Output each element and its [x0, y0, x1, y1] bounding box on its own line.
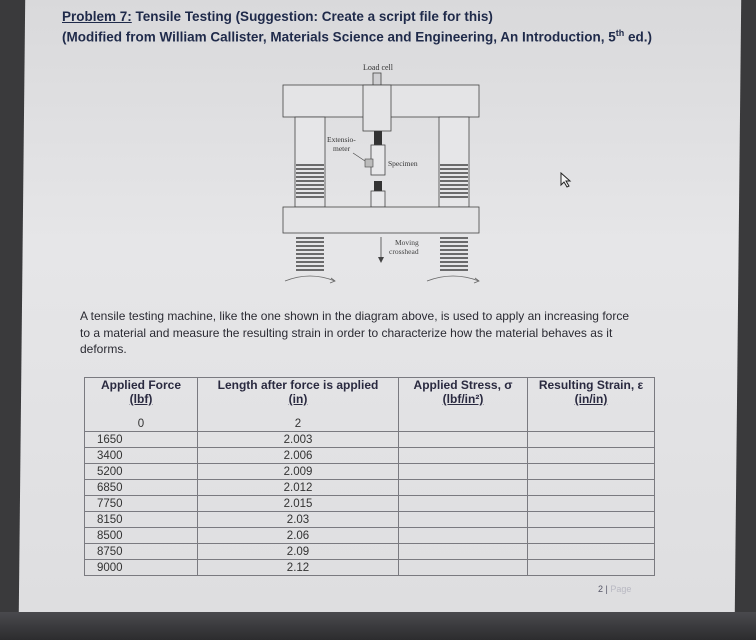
edition-superscript: th: [615, 28, 625, 38]
cell-force: 6850: [85, 480, 198, 496]
cell-length: 2.12: [198, 560, 399, 576]
cell-force: 9000: [85, 560, 198, 576]
header-unit: (lbf/in²): [442, 392, 484, 406]
cell-strain[interactable]: [528, 528, 655, 544]
header-applied-stress: [399, 378, 528, 417]
description-paragraph: A tensile testing machine, like the one shown in the diagram above, is used to apply an increasing force to a material and measure the resulting strain in order to characterize how the material behaves as it deforms.: [80, 309, 629, 356]
cell-stress[interactable]: [399, 464, 528, 480]
tensile-machine-diagram: [255, 55, 500, 295]
cell-length: 2.006: [198, 448, 399, 464]
cell-length: 2.015: [198, 496, 399, 512]
page-shadow: [0, 612, 756, 640]
cell-stress[interactable]: [399, 560, 528, 576]
cell-strain[interactable]: [528, 448, 655, 464]
cell-force: 8150: [85, 512, 198, 528]
page-word: Page: [610, 584, 632, 594]
header-unit: (in): [288, 392, 308, 406]
table-row: [85, 448, 655, 464]
cell-length: 2.03: [198, 512, 399, 528]
extensometer-label-1: Extensio-: [327, 135, 356, 144]
header-length: [198, 378, 399, 417]
table-header-row: [85, 378, 655, 417]
cell-stress[interactable]: [399, 496, 528, 512]
left-screw-lower: [296, 238, 324, 270]
page-number-value: 2 |: [598, 584, 608, 594]
header-unit: (in/in): [574, 392, 608, 406]
right-screw-lower: [440, 238, 468, 270]
cell-strain[interactable]: [528, 480, 655, 496]
cell-force: 7750: [85, 496, 198, 512]
moving-crosshead-label-1: Moving: [395, 238, 419, 247]
cell-length: 2.003: [198, 432, 399, 448]
cell-force: 8500: [85, 528, 198, 544]
header-label: Length after force is applied: [217, 378, 379, 392]
cell-stress[interactable]: [399, 448, 528, 464]
mouse-pointer-icon: [560, 172, 574, 188]
cell-length: 2: [198, 416, 399, 432]
cell-stress[interactable]: [399, 528, 528, 544]
table-row: [85, 416, 655, 432]
cell-strain[interactable]: [528, 416, 655, 432]
cell-force: 8750: [85, 544, 198, 560]
header-label: Applied Force: [100, 378, 181, 392]
cell-length: 2.009: [198, 464, 399, 480]
load-cell-label: Load cell: [363, 63, 393, 72]
table-row: [85, 464, 655, 480]
specimen-label: Specimen: [388, 159, 418, 168]
page-number: [598, 584, 631, 594]
table-row: [85, 432, 655, 448]
cell-strain[interactable]: [528, 560, 655, 576]
problem-heading: Tensile Testing (Suggestion: Create a script file for this): [135, 9, 493, 24]
extensometer-label-2: meter: [333, 144, 351, 153]
cell-length: 2.06: [198, 528, 399, 544]
moving-crosshead-label-2: crosshead: [389, 247, 419, 256]
source-citation-end: ed.): [624, 29, 652, 45]
cell-stress[interactable]: [399, 416, 528, 432]
cell-length: 2.012: [198, 480, 399, 496]
table-row: [85, 480, 655, 496]
cell-force: 0: [85, 416, 198, 432]
cell-strain[interactable]: [528, 496, 655, 512]
header-unit: (lbf): [129, 392, 153, 406]
table-row: [85, 560, 655, 576]
cell-length: 2.09: [198, 544, 399, 560]
header-label: Applied Stress, σ: [413, 378, 513, 392]
cell-strain[interactable]: [528, 512, 655, 528]
problem-title: [62, 8, 702, 46]
header-applied-force: [85, 378, 198, 417]
table-row: [85, 512, 655, 528]
cell-force: 5200: [85, 464, 198, 480]
cell-strain[interactable]: [528, 464, 655, 480]
cell-strain[interactable]: [528, 544, 655, 560]
table-row: [85, 528, 655, 544]
header-label: Resulting Strain, ε: [538, 378, 644, 392]
cell-force: 3400: [85, 448, 198, 464]
table-row: [85, 544, 655, 560]
tensile-data-table: [84, 377, 655, 576]
table-row: [85, 496, 655, 512]
cell-stress[interactable]: [399, 512, 528, 528]
cell-stress[interactable]: [399, 432, 528, 448]
cell-stress[interactable]: [399, 544, 528, 560]
problem-number: Problem 7:: [62, 9, 132, 24]
cell-stress[interactable]: [399, 480, 528, 496]
cell-strain[interactable]: [528, 432, 655, 448]
source-citation: (Modified from William Callister, Materials Science and Engineering, An Introduction, 5: [62, 29, 616, 45]
cell-force: 1650: [85, 432, 198, 448]
header-resulting-strain: [528, 378, 655, 417]
